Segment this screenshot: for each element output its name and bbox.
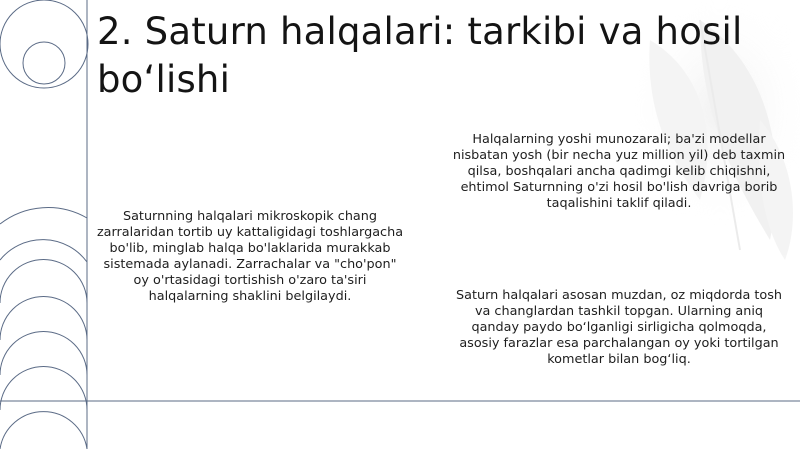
slide-title: 2. Saturn halqalari: tarkibi va hosil bo‘lishi bbox=[97, 10, 743, 101]
top-circle-inner bbox=[23, 42, 65, 84]
right-top-paragraph: Halqalarning yoshi munozarali; ba'zi modellar nisbatan yosh (bir necha yuz million yil) deb taxmin qilsa, boshqalari ancha qadimgi kelib chiqishni, ehtimol Saturnning o'zi hosil bo'lish davriga borib taqalishini taklif qiladi. bbox=[452, 132, 786, 211]
left-paragraph: Saturnning halqalari mikroskopik chang zarralaridan tortib uy kattaligidagi toshlargacha bo'lib, minglab halqa bo'laklarida murakkab sistemada aylanadi. Zarrachalar va "cho'pon" oy o'rtasidagi tortishish o'zaro ta'siri halqalarning shaklini belgilaydi. bbox=[96, 209, 404, 304]
top-circle-outer bbox=[0, 0, 88, 88]
bottom-arcs-decoration bbox=[0, 208, 87, 449]
right-bottom-paragraph: Saturn halqalari asosan muzdan, oz miqdorda tosh va changlardan tashkil topgan. Ularning aniq qanday paydo bo‘lganligi sirligicha qolmoqda, asosiy farazlar esa parchalangan oy yoki tortilgan kometlar bilan bog‘liq. bbox=[456, 288, 782, 367]
